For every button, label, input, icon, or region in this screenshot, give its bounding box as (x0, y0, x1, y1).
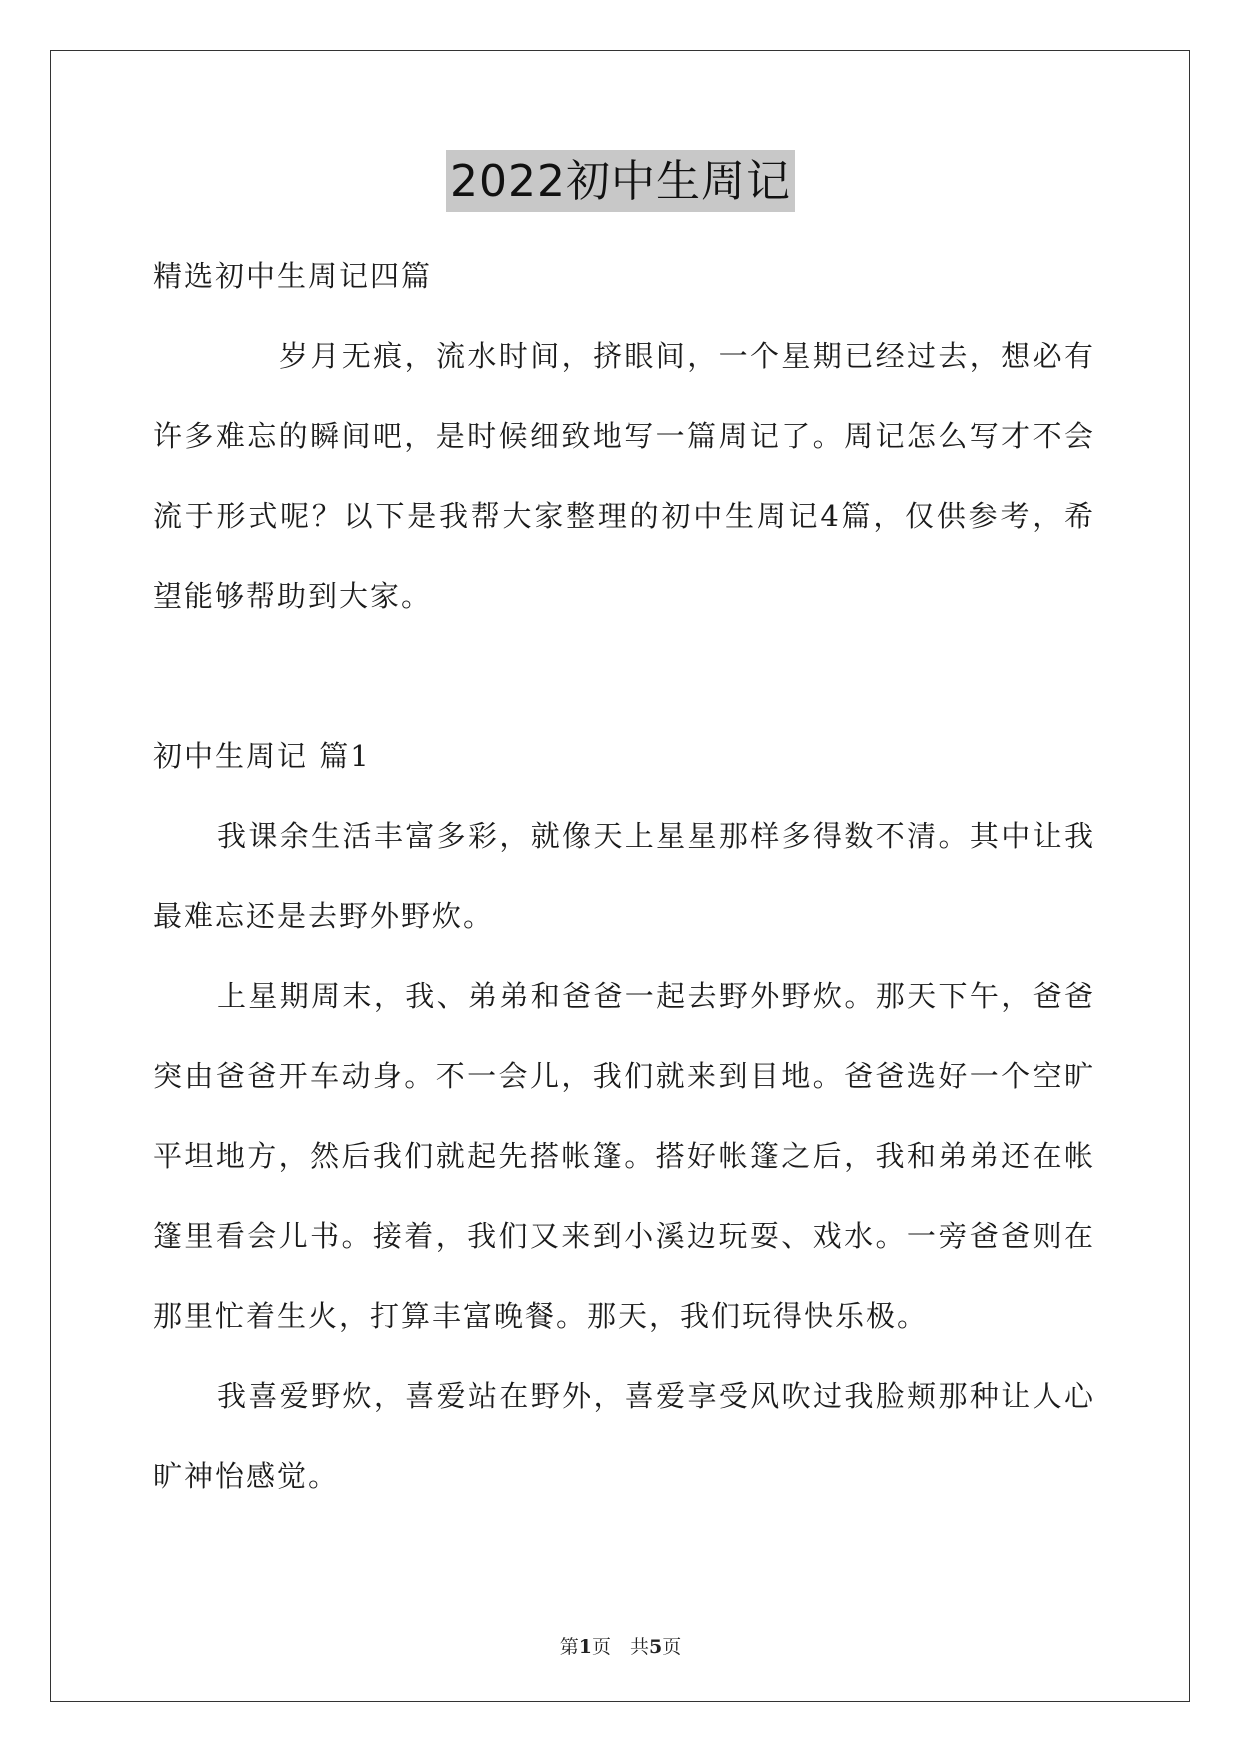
paragraph2-line-5[interactable]: 那里忙着生火，打算丰富晚餐。那天，我们玩得快乐极。 (153, 1299, 929, 1333)
paragraph3-line-2[interactable]: 旷神怡感觉。 (153, 1459, 340, 1493)
section-heading[interactable]: 初中生周记 篇1 (153, 739, 371, 773)
paragraph2-line-1[interactable]: 上星期周末，我、弟弟和爸爸一起去野外野炊。那天下午，爸爸 (217, 979, 1095, 1013)
paragraph2-line-3[interactable]: 平坦地方，然后我们就起先搭帐篷。搭好帐篷之后，我和弟弟还在帐 (153, 1139, 1095, 1173)
document-title[interactable]: 2022初中生周记 (446, 150, 795, 212)
current-page-number: 1 (578, 1636, 592, 1658)
intro-line-1[interactable]: 岁月无痕，流水时间，挤眼间，一个星期已经过去，想必有 (279, 339, 1095, 373)
paragraph3-line-1[interactable]: 我喜爱野炊，喜爱站在野外，喜爱享受风吹过我脸颊那种让人心 (217, 1379, 1095, 1413)
paragraph1-line-1[interactable]: 我课余生活丰富多彩，就像天上星星那样多得数不清。其中让我 (217, 819, 1095, 853)
intro-line-3[interactable]: 流于形式呢？以下是我帮大家整理的初中生周记4篇，仅供参考，希 (153, 499, 1095, 533)
intro-line-4[interactable]: 望能够帮助到大家。 (153, 579, 433, 613)
page-footer (0, 1632, 1241, 1659)
paragraph2-line-2[interactable]: 突由爸爸开车动身。不一会儿，我们就来到目地。爸爸选好一个空旷 (153, 1059, 1095, 1093)
intro-line-2[interactable]: 许多难忘的瞬间吧，是时候细致地写一篇周记了。周记怎么写才不会 (153, 419, 1095, 453)
paragraph2-line-4[interactable]: 篷里看会儿书。接着，我们又来到小溪边玩耍、戏水。一旁爸爸则在 (153, 1219, 1095, 1253)
title-container (0, 150, 1241, 212)
subtitle[interactable]: 精选初中生周记四篇 (153, 259, 433, 293)
footer-prefix: 第 (559, 1636, 579, 1658)
footer-middle: 页 共 (591, 1636, 649, 1658)
document-body (153, 236, 1095, 1516)
footer-suffix: 页 (662, 1636, 682, 1658)
section-gap (153, 636, 1095, 716)
paragraph1-line-2[interactable]: 最难忘还是去野外野炊。 (153, 899, 495, 933)
total-page-number: 5 (649, 1636, 663, 1658)
